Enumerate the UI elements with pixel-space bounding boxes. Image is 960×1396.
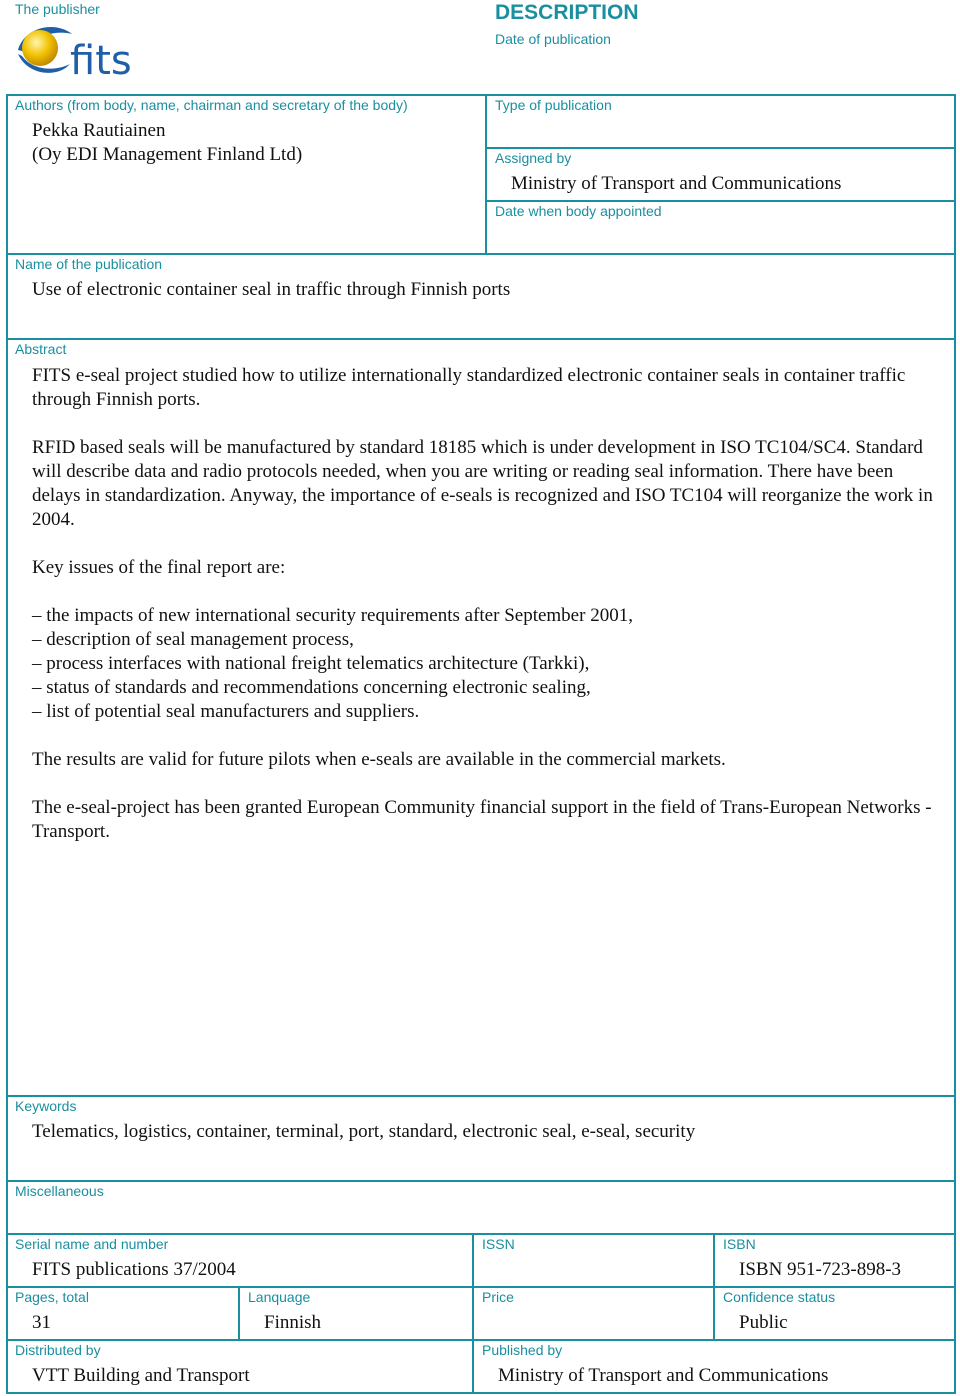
type-of-publication-label: Type of publication [495,97,612,113]
confidence-label: Confidence status [723,1289,836,1305]
assigned-by-value: Ministry of Transport and Communications [511,173,842,194]
publication-name-label: Name of the publication [15,256,163,272]
authors-label: Authors (from body, name, chairman and secretary of the body) [15,97,408,113]
list-item: – the impacts of new international security requirements after September 2001, [32,605,633,626]
rule-top [6,94,956,96]
serial-value: FITS publications 37/2004 [32,1259,236,1280]
abstract-paragraph: The e-seal-project has been granted European Community financial support in the field of Trans-European Networks - Transport. [32,797,932,842]
author-name: Pekka Rautiainen [32,120,166,141]
isbn-label: ISBN [723,1236,756,1252]
price-label: Price [482,1289,514,1305]
abstract-paragraph: The results are valid for future pilots when e-seals are available in the commercial markets. [32,749,726,770]
issn-label: ISSN [482,1236,515,1252]
abstract-label: Abstract [15,341,67,357]
fits-logo [14,20,134,90]
rule-assigned [486,200,956,202]
date-appointed-label: Date when body appointed [495,203,662,219]
abstract-paragraph: Key issues of the final report are: [32,557,286,578]
assigned-by-label: Assigned by [495,150,572,166]
page-title: DESCRIPTION [495,1,639,24]
miscellaneous-label: Miscellaneous [15,1183,104,1199]
keywords-label: Keywords [15,1098,77,1114]
rule-right [954,94,956,1394]
published-by-label: Published by [482,1342,563,1358]
author-org: (Oy EDI Management Finland Ltd) [32,144,303,165]
publisher-label: The publisher [15,1,100,17]
logo-text: fits [70,38,132,84]
rule-name [6,253,956,255]
keywords-value: Telematics, logistics, container, terminal, port, standard, electronic seal, e-seal, security [32,1121,696,1142]
rule-serial [6,1233,956,1235]
confidence-value: Public [739,1312,788,1333]
rule-language-col [238,1286,240,1340]
rule-isbn-col [713,1233,715,1340]
list-item: – list of potential seal manufacturers and suppliers. [32,701,420,722]
rule-mid-bottom [472,1233,474,1393]
language-value: Finnish [264,1312,322,1333]
rule-bottom [6,1392,956,1394]
rule-mid-top [485,94,487,254]
list-item: – status of standards and recommendations concerning electronic sealing, [32,677,591,698]
abstract-paragraph: RFID based seals will be manufactured by standard 18185 which is under development in ISO TC104/SC4. Standard will describe data and radio protocols needed, when you are writing or reading seal information. There have been delays in standardization. Anyway, the importance of e-seals is recognized and ISO TC104 will reorganize the work in 2004. [32,437,933,530]
language-label: Lanquage [248,1289,311,1305]
key-issues-list [32,604,937,724]
distributed-by-label: Distributed by [15,1342,101,1358]
date-of-publication-label: Date of publication [495,31,611,47]
rule-pages [6,1286,956,1288]
rule-distributed [6,1339,956,1341]
rule-type [486,147,956,149]
rule-left [6,94,8,1394]
rule-misc [6,1180,956,1182]
abstract-paragraph: FITS e-seal project studied how to utilize internationally standardized electronic container seals in container traffic through Finnish ports. [32,365,906,410]
list-item: – process interfaces with national freight telematics architecture (Tarkki), [32,653,590,674]
list-item: – description of seal management process, [32,629,354,650]
published-by-value: Ministry of Transport and Communications [498,1365,829,1386]
isbn-value: ISBN 951-723-898-3 [739,1259,902,1280]
rule-keywords [6,1095,956,1097]
pages-value: 31 [32,1312,51,1333]
serial-label: Serial name and number [15,1236,169,1252]
distributed-by-value: VTT Building and Transport [32,1365,250,1386]
pages-label: Pages, total [15,1289,89,1305]
abstract-body [32,364,937,868]
publication-name-value: Use of electronic container seal in traffic through Finnish ports [32,279,511,300]
rule-abstract [6,338,956,340]
